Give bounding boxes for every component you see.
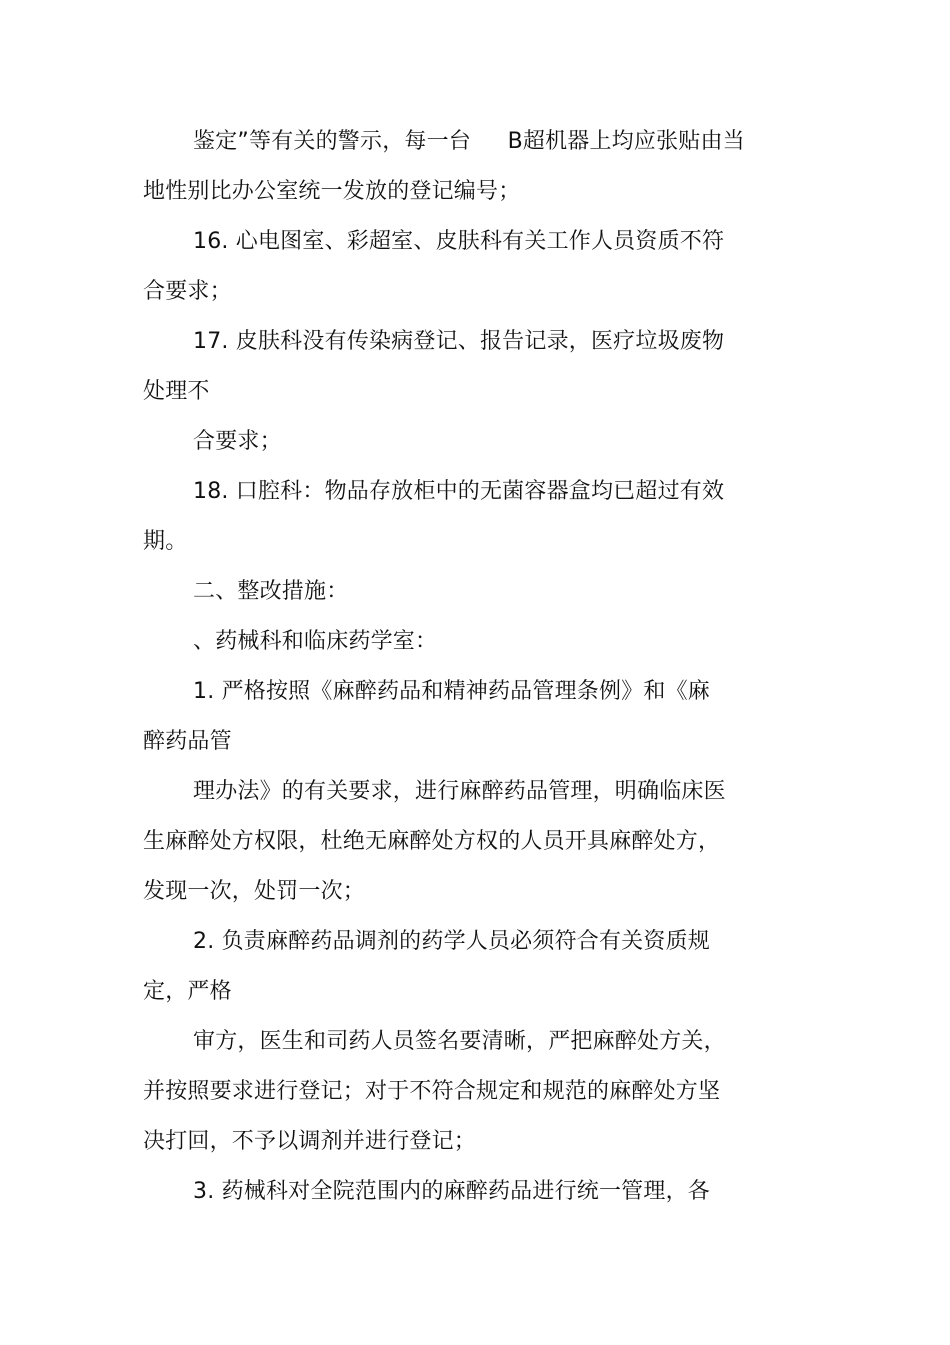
text-line: 决打回，不予以调剂并进行登记； [143,1129,477,1154]
text-line: 合要求； [193,429,282,454]
text-line: 醉药品管 [143,729,232,754]
text-line: 17. 皮肤科没有传染病登记、报告记录，医疗垃圾废物 [193,329,725,354]
text-line: 2. 负责麻醉药品调剂的药学人员必须符合有关资质规 [193,929,710,954]
text-line: 定，严格 [143,979,232,1004]
text-line: 理办法》的有关要求，进行麻醉药品管理，明确临床医 [193,779,726,804]
text-line: 1. 严格按照《麻醉药品和精神药品管理条例》和《麻 [193,679,710,704]
section-heading: 二、整改措施： [193,579,349,604]
text-line: 3. 药械科对全院范围内的麻醉药品进行统一管理，各 [193,1179,710,1204]
text-line: 处理不 [143,379,210,404]
text-line: 并按照要求进行登记；对于不符合规定和规范的麻醉处方坚 [143,1079,721,1104]
text-line: 生麻醉处方权限，杜绝无麻醉处方权的人员开具麻醉处方， [143,829,721,854]
text-line: 鉴定”等有关的警示，每一台 B超机器上均应张贴由当 [193,129,745,154]
text-line: 16. 心电图室、彩超室、皮肤科有关工作人员资质不符 [193,229,725,254]
text-line: 期。 [143,529,188,554]
text-line: 18. 口腔科：物品存放柜中的无菌容器盒均已超过有效 [193,479,725,504]
text-line: 发现一次，处罚一次； [143,879,366,904]
text-line: 地性别比办公室统一发放的登记编号； [143,179,521,204]
subsection-heading: 、药械科和临床药学室： [193,629,438,654]
text-line: 合要求； [143,279,232,304]
text-line: 审方，医生和司药人员签名要清晰，严把麻醉处方关， [193,1029,726,1054]
